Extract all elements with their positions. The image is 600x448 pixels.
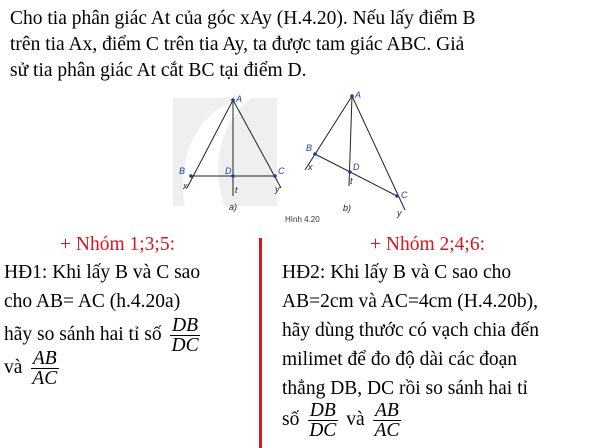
figure-caption: Hình 4.20 <box>285 215 320 224</box>
right-line-5: thẳng DB, DC rồi so sánh hai tỉ <box>282 378 528 399</box>
label-d-b: D <box>353 162 360 172</box>
left-line-2: cho AB= AC (h.4.20a) <box>4 291 181 312</box>
fraction-denominator: DC <box>171 335 199 356</box>
point-b-b <box>313 152 317 156</box>
intro-line-2: trên tia Ax, điểm C trên tia Ay, ta được tam giác ABC. Giả <box>10 34 465 55</box>
fraction-ab-ac-right <box>372 401 401 440</box>
fraction-denominator: AC <box>32 368 58 389</box>
point-c-b <box>395 194 399 198</box>
left-activity <box>4 258 254 388</box>
label-x-a: x <box>183 181 188 191</box>
right-line-6-text: số <box>282 408 300 430</box>
intro-line-1: Cho tia phân giác At của góc xAy (H.4.20). Nếu lấy điểm B <box>10 8 476 29</box>
label-t-a: t <box>235 185 238 195</box>
figure-4-20 <box>165 88 435 228</box>
subfigure-a-label: a) <box>229 202 238 212</box>
segment-bc-b <box>315 154 397 196</box>
fraction-numerator: DB <box>172 315 199 336</box>
point-d-a <box>231 174 235 178</box>
left-line-1: HĐ1: Khi lấy B và C sao <box>4 262 201 283</box>
subfigure-b-label: b) <box>343 203 352 213</box>
fraction-db-dc-left <box>169 316 200 355</box>
fraction-denominator: AC <box>374 420 400 441</box>
fraction-db-dc-right <box>307 401 338 440</box>
label-d-a: D <box>225 166 232 176</box>
label-t-b: t <box>350 176 353 186</box>
fraction-numerator: DB <box>309 400 336 421</box>
right-line-6-and: và <box>346 408 365 430</box>
label-a-a: A <box>236 94 243 104</box>
right-line-1: HĐ2: Khi lấy B và C sao cho <box>282 262 512 283</box>
label-y-b: y <box>397 208 402 218</box>
problem-statement <box>10 6 595 84</box>
right-line-6 <box>282 401 597 440</box>
point-a-b <box>350 94 354 98</box>
label-c-a: C <box>278 166 285 176</box>
fraction-ab-ac-left <box>30 349 59 388</box>
column-divider <box>259 238 262 448</box>
point-a-a <box>231 98 235 102</box>
label-a-b: A <box>355 90 362 100</box>
right-line-2: AB=2cm và AC=4cm (H.4.20b), <box>282 291 538 312</box>
intro-line-3: sử tia phân giác At cắt BC tại điểm D. <box>10 60 307 81</box>
fraction-numerator: AB <box>32 348 57 369</box>
fraction-numerator: AB <box>375 400 399 421</box>
right-line-4: milimet để đo độ dài các đoạn <box>282 349 518 370</box>
left-line-3-text: hãy so sánh hai tỉ số <box>4 323 162 345</box>
label-x-b: x <box>308 162 313 172</box>
fraction-denominator: DC <box>309 420 337 441</box>
label-b-b: B <box>306 143 313 153</box>
point-d-b <box>348 170 352 174</box>
right-group-heading: + Nhóm 2;4;6: <box>370 234 486 255</box>
right-activity <box>282 258 597 440</box>
left-line-4-text: và <box>4 356 23 378</box>
point-b-a <box>189 174 193 178</box>
right-line-3: hãy dùng thước có vạch chia đến <box>282 320 539 341</box>
label-y-a: y <box>275 184 280 194</box>
left-group-heading: + Nhóm 1;3;5: <box>60 234 176 255</box>
label-b-a: B <box>179 166 186 176</box>
label-c-b: C <box>401 190 408 200</box>
ray-ax-b <box>305 96 352 170</box>
point-c-a <box>273 174 277 178</box>
ray-ay-b <box>352 96 405 210</box>
